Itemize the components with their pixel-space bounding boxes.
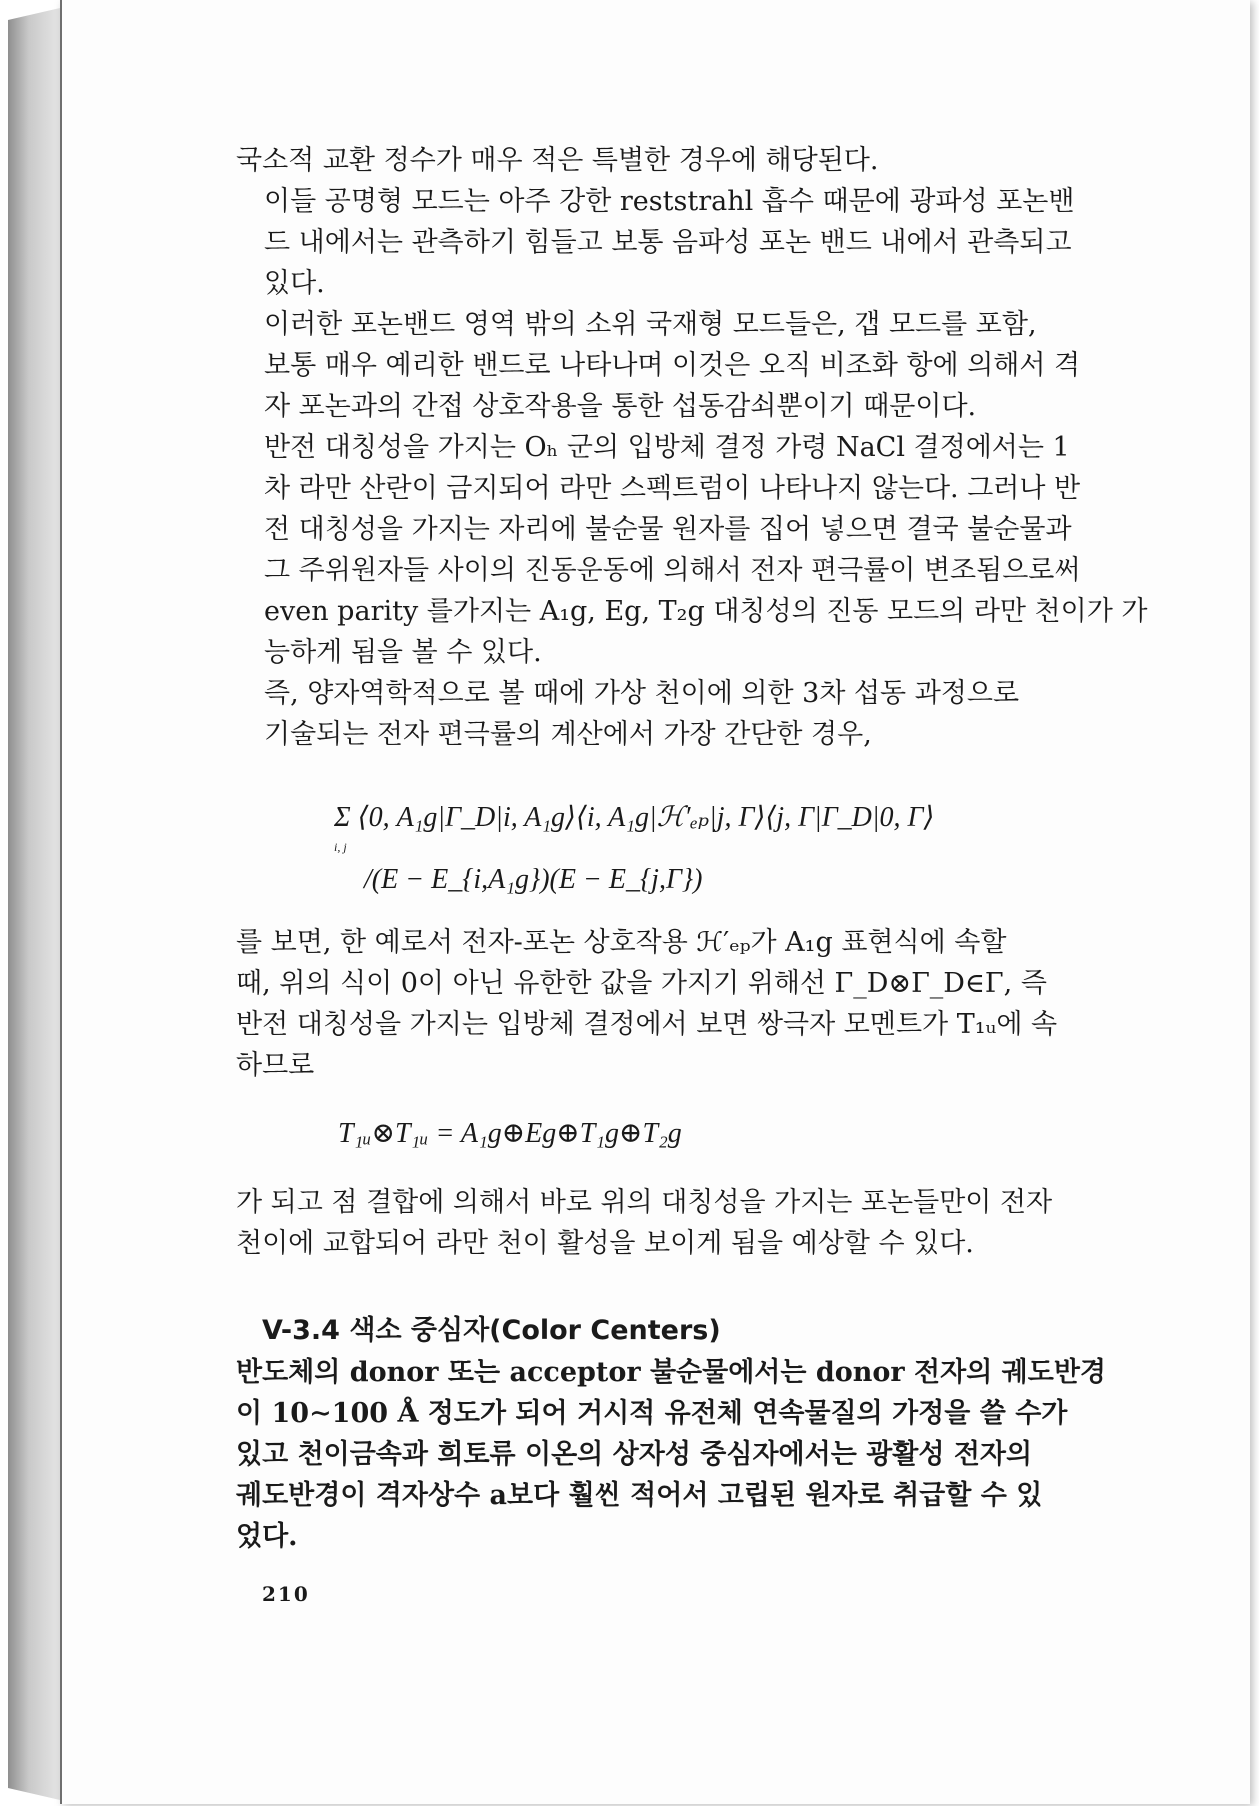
text-line: 있고 천이금속과 희토류 이온의 상자성 중심자에서는 광활성 전자의 [236,1439,1033,1470]
paragraph-1 [236,140,1108,181]
text-line: 반도체의 donor 또는 acceptor 불순물에서는 donor 전자의 궤도반경 [236,1357,1106,1388]
equation-direct-product: T₁ᵤ⊗T₁ᵤ = A₁g⊕Eg⊕T₁g⊕T₂g [338,1118,682,1149]
text-line: 즉, 양자역학적으로 볼 때에 가상 천이에 의한 3차 섭동 과정으로 [264,678,1020,709]
top-text-block [236,140,1148,755]
text-line: 국소적 교환 정수가 매우 적은 특별한 경우에 해당된다. [236,145,879,176]
equation-sum-index: i, j [334,840,347,854]
paragraph-2 [236,181,1108,304]
text-line: 이들 공명형 모드는 아주 강한 reststrahl 흡수 때문에 광파성 포논밴 [264,186,1075,217]
text-line: 드 내에서는 관측하기 힘들고 보통 음파성 포논 밴드 내에서 관측되고 [264,227,1072,258]
text-line: 궤도반경이 격자상수 a보다 훨씬 적어서 고립된 원자로 취급할 수 있 [236,1480,1043,1511]
text-line: 전 대칭성을 가지는 자리에 불순물 원자를 집어 넣으면 결국 불순물과 [264,514,1072,545]
paragraph-5 [236,673,1108,755]
middle-text-block [236,922,1108,1086]
page-number: 210 [262,1582,310,1606]
post-equation-text-block [236,1182,1108,1264]
text-line: 그 주위원자들 사이의 진동운동에 의해서 전자 편극률이 변조됨으로써 [264,555,1081,586]
text-line: 를 보면, 한 예로서 전자-포논 상호작용 ℋ′ₑₚ가 A₁g 표현식에 속할 [236,927,1007,958]
equation-sum: Σ ⟨0, A₁g|Γ_D|i, A₁g⟩⟨i, A₁g|ℋ′ₑₚ|j, Γ⟩⟨j, Γ|Γ_D|0, Γ⟩ [334,802,935,833]
text-line: 차 라만 산란이 금지되어 라만 스펙트럼이 나타나지 않는다. 그러나 반 [264,473,1081,504]
text-line: 었다. [236,1521,298,1552]
text-line: 기술되는 전자 편극률의 계산에서 가장 간단한 경우, [264,719,872,750]
text-line: 있다. [264,268,325,299]
text-line: 천이에 교합되어 라만 천이 활성을 보이게 됨을 예상할 수 있다. [236,1228,974,1259]
equation-denominator: /(E − E_{i,A₁g})(E − E_{j,Γ}) [364,864,703,895]
text-line: 때, 위의 식이 0이 아닌 유한한 값을 가지기 위해선 Γ_D⊗Γ_D∈Γ, 즉 [236,968,1047,999]
section-heading: V-3.4 색소 중심자(Color Centers) [262,1315,721,1346]
paragraph-4 [236,427,1148,673]
section-text-block [236,1352,1108,1557]
text-line: 자 포논과의 간접 상호작용을 통한 섭동감쇠뿐이기 때문이다. [264,391,977,422]
text-line: 반전 대칭성을 가지는 입방체 결정에서 보면 쌍극자 모멘트가 T₁ᵤ에 속 [236,1009,1058,1040]
paragraph-3 [236,304,1108,427]
text-line: 가 되고 점 결합에 의해서 바로 위의 대칭성을 가지는 포논들만이 전자 [236,1187,1053,1218]
text-line: even parity 를가지는 A₁g, Eg, T₂g 대칭성의 진동 모드의 라만 천이가 가 [264,596,1148,627]
text-line: 반전 대칭성을 가지는 Oₕ 군의 입방체 결정 가령 NaCl 결정에서는 1 [264,432,1070,463]
text-line: 하므로 [236,1050,315,1081]
text-line: 이러한 포논밴드 영역 밖의 소위 국재형 모드들은, 갭 모드를 포함, [264,309,1037,340]
text-line: 능하게 됨을 볼 수 있다. [264,637,542,668]
text-line: 이 10∼100 Å 정도가 되어 거시적 유전체 연속물질의 가정을 쓸 수가 [236,1398,1068,1429]
book-spine [8,8,60,1800]
text-line: 보통 매우 예리한 밴드로 나타나며 이것은 오직 비조화 항에 의해서 격 [264,350,1081,381]
